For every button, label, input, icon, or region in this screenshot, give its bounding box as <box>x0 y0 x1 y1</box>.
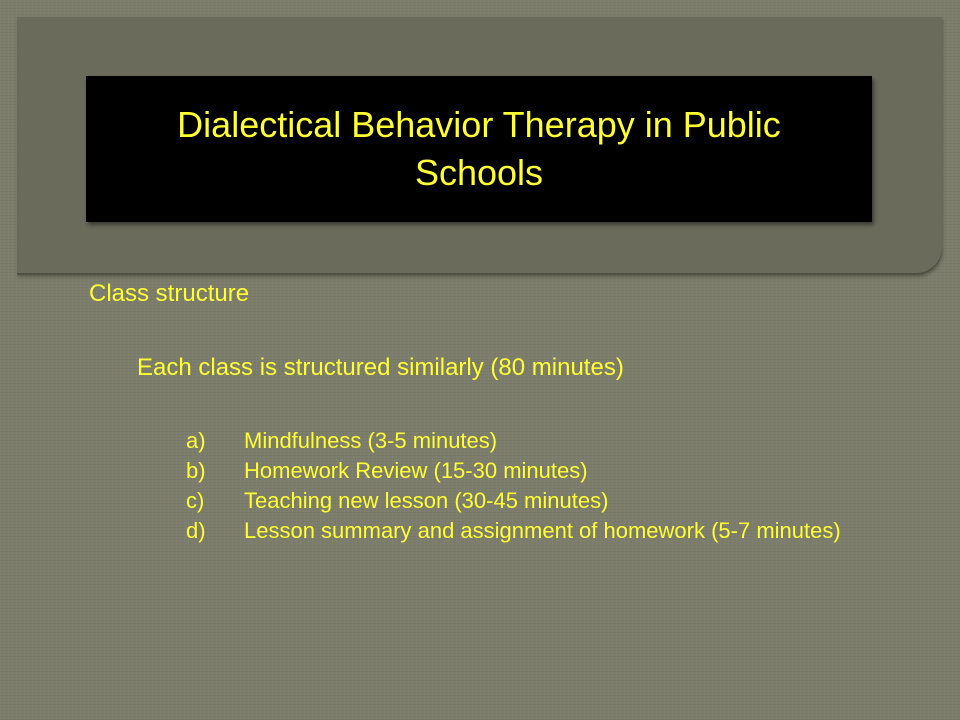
list-item-text: Lesson summary and assignment of homework (5-7 minutes) <box>244 518 841 543</box>
list-item <box>186 486 884 516</box>
slide-title: Dialectical Behavior Therapy in Public Schools <box>177 104 781 193</box>
list-marker: b) <box>186 458 206 483</box>
intro-text: Each class is structured similarly (80 minutes) <box>137 354 624 381</box>
list-marker: d) <box>186 518 206 543</box>
list-item <box>186 426 884 456</box>
section-heading: Class structure <box>89 280 250 307</box>
list-item-text: Mindfulness (3-5 minutes) <box>244 428 498 453</box>
list-item <box>186 516 884 546</box>
list-item-text: Teaching new lesson (30-45 minutes) <box>244 488 609 513</box>
list-marker: c) <box>186 488 205 513</box>
list-item <box>186 456 884 486</box>
class-steps-list <box>186 426 884 546</box>
list-item-text: Homework Review (15-30 minutes) <box>244 458 588 483</box>
list-marker: a) <box>186 428 206 453</box>
